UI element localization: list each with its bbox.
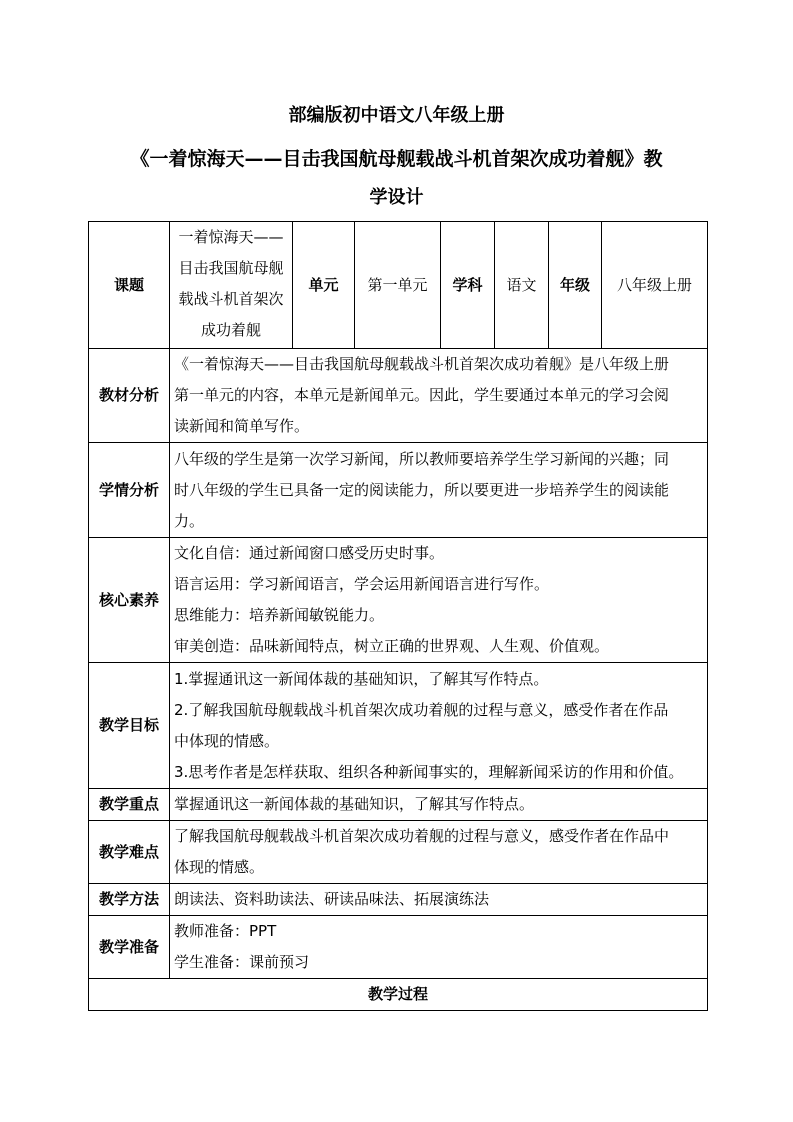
- content-line: 中体现的情感。: [174, 731, 280, 750]
- content-line: 力。: [174, 511, 205, 530]
- teaching-process-heading: 教学过程: [89, 979, 708, 1011]
- topic-value: [170, 222, 293, 349]
- table-row: [89, 663, 708, 789]
- row-label-preparation: 教学准备: [89, 916, 170, 979]
- content-line: 八年级的学生是第一次学习新闻，所以教师要培养学生学习新闻的兴趣；同: [174, 449, 670, 468]
- table-row: [89, 349, 708, 443]
- content-line: 时八年级的学生已具备一定的阅读能力，所以要更进一步培养学生的阅读能: [174, 480, 670, 499]
- content-line: 了解我国航母舰载战斗机首架次成功着舰的过程与意义，感受作者在作品中: [174, 827, 670, 845]
- content-line: 2.了解我国航母舰载战斗机首架次成功着舰的过程与意义，感受作者在作品: [174, 700, 669, 719]
- content-line: 3.思考作者是怎样获取、组织各种新闻事实的，理解新闻采访的作用和价值。: [174, 762, 684, 781]
- table-row: [89, 916, 708, 979]
- content-line: 读新闻和简单写作。: [174, 417, 310, 435]
- row-label-methods: 教学方法: [89, 884, 170, 916]
- document-title-line1: 部编版初中语文八年级上册: [288, 105, 505, 126]
- row-content-textbook-analysis: [170, 349, 708, 443]
- row-label-textbook-analysis: 教材分析: [89, 349, 170, 443]
- process-row: [89, 979, 708, 1011]
- table-row: [89, 538, 708, 663]
- table-row: [89, 789, 708, 821]
- content-line: 体现的情感。: [174, 858, 265, 876]
- topic-line: 成功着舰: [200, 321, 261, 339]
- topic-line: 一着惊海天——: [178, 228, 284, 246]
- lesson-plan-table: [88, 221, 708, 1011]
- table-row: [89, 884, 708, 916]
- row-content-key-points: [170, 789, 708, 821]
- row-label-difficulties: 教学难点: [89, 821, 170, 884]
- content-line: 《一着惊海天——目击我国航母舰载战斗机首架次成功着舰》是八年级上册: [174, 355, 670, 373]
- subject-label: 学科: [441, 222, 495, 349]
- content-line: 第一单元的内容，本单元是新闻单元。因此，学生要通过本单元的学习会阅: [174, 386, 670, 404]
- row-label-teaching-goals: 教学目标: [89, 663, 170, 789]
- unit-label: 单元: [293, 222, 355, 349]
- document-title-line2: 《一着惊海天——目击我国航母舰载战斗机首架次成功着舰》教: [130, 148, 663, 170]
- content-line: 1.掌握通讯这一新闻体裁的基础知识，了解其写作特点。: [174, 669, 549, 688]
- row-content-teaching-goals: [170, 663, 708, 789]
- row-content-core-literacy: [170, 538, 708, 663]
- content-line: 文化自信：通过新闻窗口感受历史时事。: [174, 544, 445, 562]
- content-line: 学生准备：课前预习: [174, 953, 310, 971]
- content-line: 思维能力：培养新闻敏锐能力。: [174, 606, 385, 624]
- content-line: 语言运用：学习新闻语言，学会运用新闻语言进行写作。: [174, 575, 550, 593]
- row-label-core-literacy: 核心素养: [89, 538, 170, 663]
- topic-line: 载战斗机首架次: [178, 290, 284, 308]
- document-title-line3: 学设计: [369, 187, 424, 208]
- grade-label: 年级: [549, 222, 602, 349]
- topic-label: 课题: [89, 222, 170, 349]
- grade-value: 八年级上册: [602, 222, 708, 349]
- row-content-learner-analysis: [170, 443, 708, 538]
- topic-line: 目击我国航母舰: [178, 259, 284, 277]
- content-line: 朗读法、资料助读法、研读品味法、拓展演练法: [174, 890, 490, 908]
- table-row: [89, 443, 708, 538]
- content-line: 掌握通讯这一新闻体裁的基础知识，了解其写作特点。: [174, 795, 535, 813]
- row-label-learner-analysis: 学情分析: [89, 443, 170, 538]
- row-content-difficulties: [170, 821, 708, 884]
- header-row: [89, 222, 708, 349]
- unit-value: 第一单元: [355, 222, 441, 349]
- row-label-key-points: 教学重点: [89, 789, 170, 821]
- row-content-methods: [170, 884, 708, 916]
- content-line: 教师准备：PPT: [174, 922, 277, 940]
- subject-value: 语文: [495, 222, 549, 349]
- table-row: [89, 821, 708, 884]
- content-line: 审美创造：品味新闻特点，树立正确的世界观、人生观、价值观。: [174, 637, 610, 655]
- row-content-preparation: [170, 916, 708, 979]
